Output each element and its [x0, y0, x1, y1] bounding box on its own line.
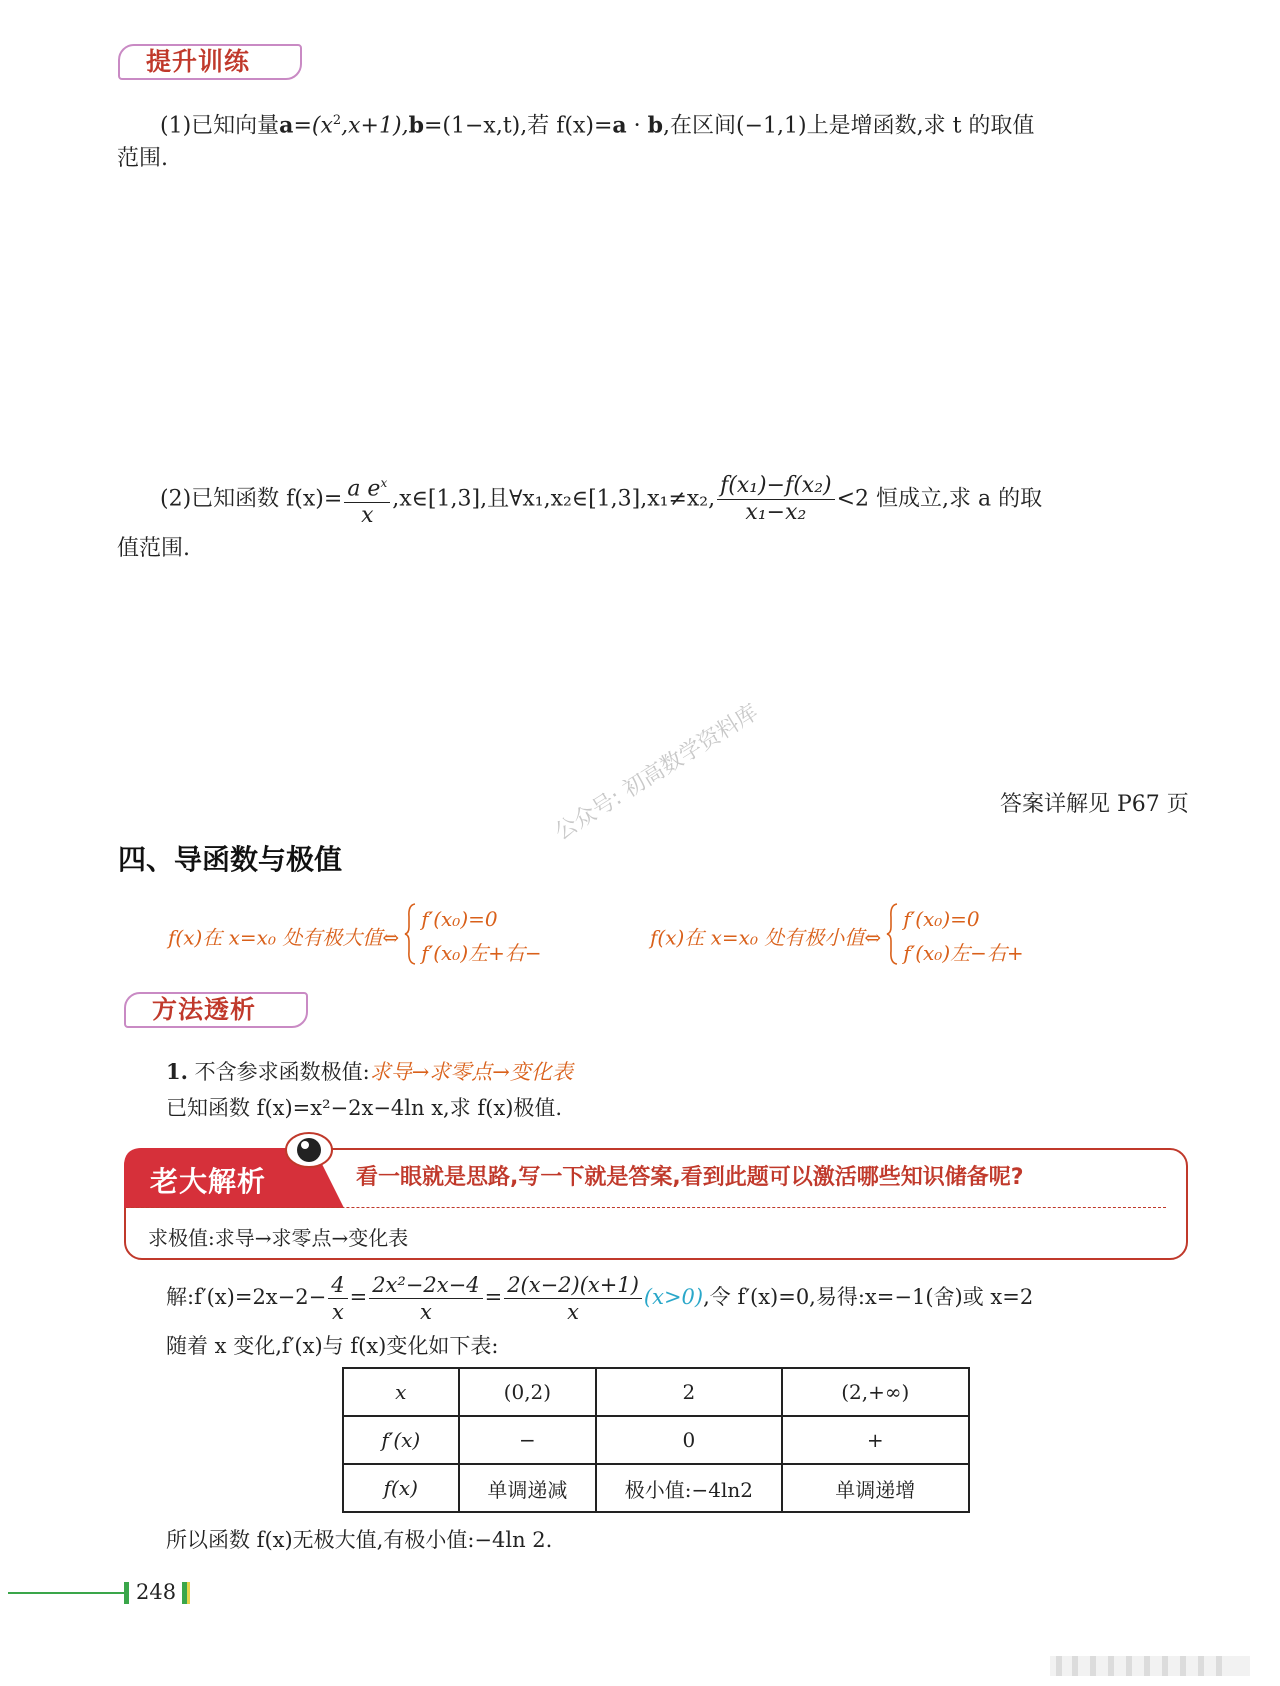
fraction-difference-quotient [717, 473, 835, 526]
rule-min-line2: f′(x₀)左−右+ [903, 941, 1024, 965]
frac-numerator: 4 [328, 1272, 347, 1299]
q2-text: <2 恒成立,求 a 的取 [836, 486, 1043, 512]
table-row [343, 1464, 969, 1512]
analysis-prompt: 看一眼就是思路,写一下就是答案,看到此题可以激活哪些知识储备呢? [356, 1165, 1024, 1190]
frac-numerator: a e [347, 476, 381, 502]
frac-exponent: x [380, 476, 388, 490]
footer-bar-left [124, 1582, 129, 1604]
table-cell: 2 [596, 1368, 781, 1416]
table-cell: x [343, 1368, 459, 1416]
frac-denominator: x [331, 1300, 344, 1324]
conclusion: 所以函数 f(x)无极大值,有极小值:−4ln 2. [166, 1528, 553, 1552]
rule-max-head: f(x)在 x=x₀ 处有极大值⇔ [168, 925, 400, 950]
method-1-heading [166, 1056, 573, 1086]
frac-denominator: x [419, 1300, 432, 1324]
brace-icon [886, 903, 898, 969]
eye-icon [284, 1130, 334, 1170]
section-tag-practice [118, 44, 302, 80]
equals: = [349, 1285, 368, 1309]
frac-numerator: f(x₁)−f(x₂) [717, 473, 835, 500]
table-cell: 单调递增 [782, 1464, 969, 1512]
solution-text: 解:f′(x)=2x−2− [166, 1285, 327, 1309]
fraction-factored-over-x [504, 1272, 642, 1325]
frac-numerator: 2x²−2x−4 [369, 1272, 482, 1299]
analysis-note: 求极值:求导→求零点→变化表 [148, 1226, 409, 1250]
q2-text: (2)已知函数 f(x)= [160, 486, 343, 512]
table-cell: (2,+∞) [782, 1368, 969, 1416]
q1-text: ,x+1), [341, 113, 409, 139]
method-1-problem: 已知函数 f(x)=x²−2x−4ln x,求 f(x)极值. [166, 1096, 563, 1120]
table-cell: 0 [596, 1416, 781, 1464]
rule-max-line2: f′(x₀)左+右− [421, 941, 542, 965]
equals: = [484, 1285, 503, 1309]
table-cell: (0,2) [459, 1368, 597, 1416]
q1-text: (1)已知向量 [160, 113, 280, 139]
frac-denominator: x₁−x₂ [745, 500, 807, 526]
question-2 [160, 470, 1200, 529]
fraction-4-over-x [328, 1272, 347, 1325]
section-title: 四、导函数与极值 [118, 843, 343, 876]
question-1 [160, 104, 1190, 143]
dot-operator: · [626, 113, 648, 139]
footer-rule [8, 1592, 124, 1594]
footer-bar-accent [187, 1582, 190, 1604]
vector-a: a [612, 112, 627, 139]
fraction-aex-over-x [344, 470, 390, 529]
answer-reference: 答案详解见 P67 页 [1000, 792, 1189, 817]
solution-text: ,令 f′(x)=0,易得:x=−1(舍)或 x=2 [703, 1285, 1034, 1309]
q2-text: ,x∈[1,3],且∀x₁,x₂∈[1,3],x₁≠x₂, [392, 486, 716, 512]
variation-table [342, 1367, 970, 1513]
q1-text: ,在区间(−1,1)上是增函数,求 t 的取值 [663, 113, 1035, 139]
table-cell: f′(x) [343, 1416, 459, 1464]
watermark: 公众号: 初高数学资料库 [550, 700, 763, 846]
solution-line2: 随着 x 变化,f′(x)与 f(x)变化如下表: [166, 1334, 499, 1358]
method-steps: 求导→求零点→变化表 [369, 1060, 573, 1084]
rule-min [650, 902, 1024, 970]
q1-text: =(x [293, 113, 333, 139]
analysis-divider [126, 1207, 1166, 1208]
rule-min-head: f(x)在 x=x₀ 处有极小值⇔ [650, 925, 882, 950]
frac-denominator: x [567, 1300, 579, 1324]
question-1-line2: 范围. [117, 146, 168, 171]
page-number: 248 [136, 1580, 177, 1604]
table-cell: f(x) [343, 1464, 459, 1512]
vector-a: a [279, 112, 294, 139]
table-row [343, 1368, 969, 1416]
q1-text: =(1−x,t),若 f(x)= [423, 113, 613, 139]
solution-line1 [166, 1272, 1033, 1325]
q1-exponent: 2 [332, 113, 342, 128]
rule-min-line1: f′(x₀)=0 [903, 907, 980, 931]
table-cell: − [459, 1416, 597, 1464]
analysis-label: 老大解析 [150, 1165, 267, 1198]
section-tag-label: 方法透析 [152, 995, 257, 1024]
table-cell: 极小值:−4ln2 [596, 1464, 781, 1512]
method-number: 1. [166, 1059, 188, 1084]
vector-b: b [408, 112, 424, 139]
frac-denominator: x [361, 503, 374, 529]
frac-numerator: 2(x−2)(x+1) [504, 1272, 642, 1299]
table-cell: + [782, 1416, 969, 1464]
brace-icon [404, 903, 416, 969]
section-tag-label: 提升训练 [146, 47, 251, 76]
method-title: 不含参求函数极值: [194, 1060, 370, 1084]
rule-max [168, 902, 542, 970]
vector-b: b [647, 112, 664, 139]
corner-decoration [1050, 1652, 1250, 1678]
rule-max-line1: f′(x₀)=0 [421, 907, 498, 931]
fraction-quadratic-over-x [369, 1272, 482, 1325]
table-row [343, 1416, 969, 1464]
domain-note: (x>0) [643, 1285, 704, 1309]
table-cell: 单调递减 [459, 1464, 597, 1512]
question-2-line2: 值范围. [117, 536, 190, 561]
section-tag-method [124, 992, 308, 1028]
